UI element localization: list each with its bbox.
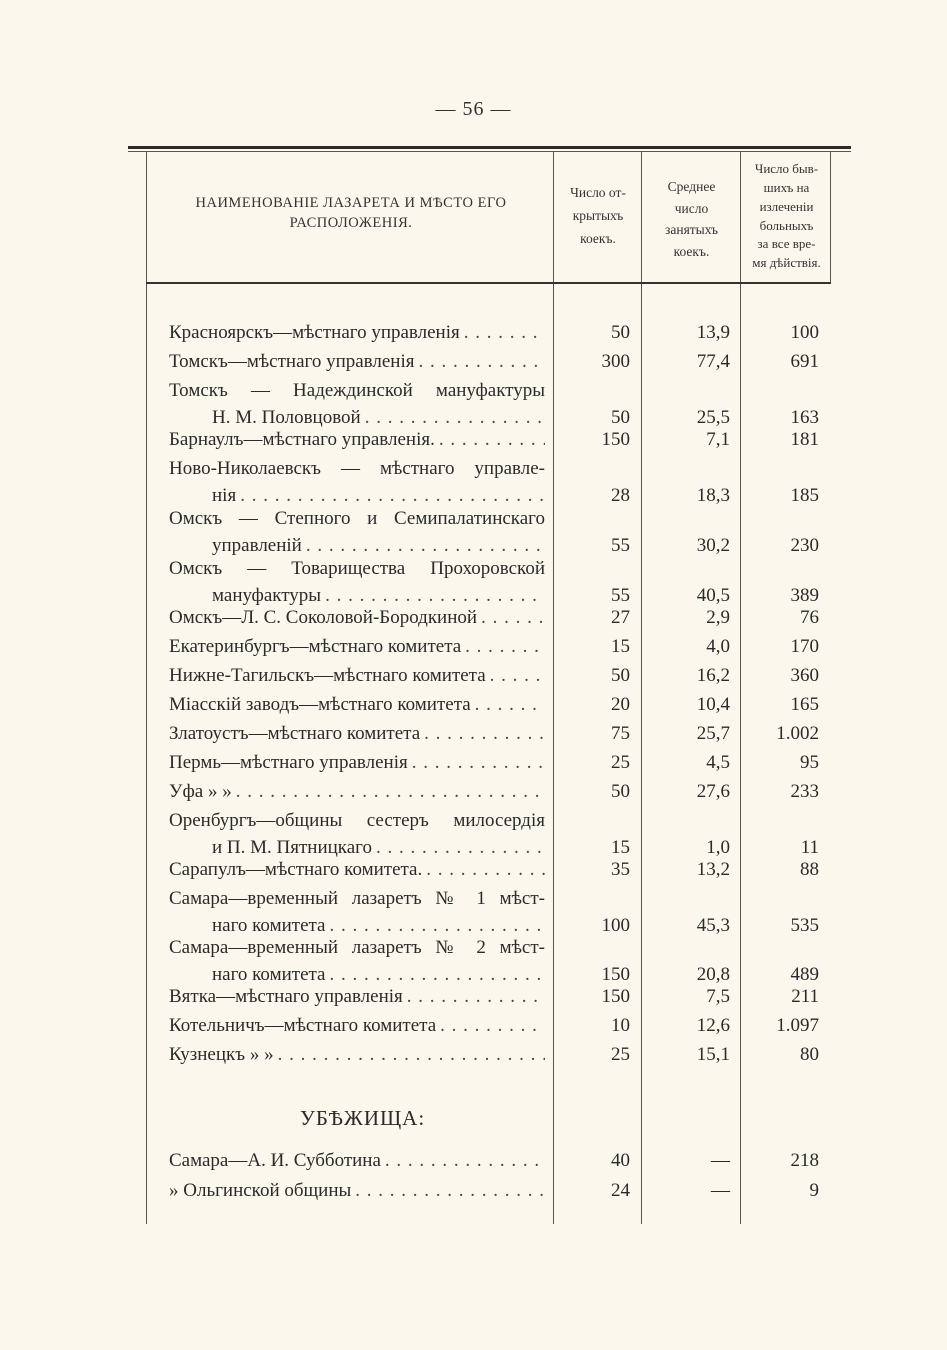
row-name-text: Пермь—мѣстнаго управленія [169,752,408,773]
row-name [169,888,545,910]
cell-avg: 40,5 [696,585,730,606]
cell-beds: 75 [611,723,630,744]
row-name-text: мануфактуры [212,585,322,606]
cell-patients: 181 [790,429,819,450]
cell-avg: 27,6 [696,781,730,802]
cell-patients: 489 [790,964,819,985]
header-name-line: РАСПОЛОЖЕНІЯ. [289,214,413,231]
row-name-text: Оренбургъ—общины сестеръ милосердія [169,810,545,831]
cell-avg: 2,9 [706,607,730,628]
header-patients [742,160,831,273]
dot-leader [329,964,545,986]
header-line: больныхъ [759,217,814,233]
dot-leader [365,407,545,429]
cell-avg: 12,6 [696,1015,730,1036]
header-line: за все вре- [757,236,816,252]
cell-beds: 150 [601,429,630,450]
cell-avg: 7,5 [706,986,730,1007]
dot-leader [412,752,545,774]
header-line: шихъ на [763,179,810,195]
cell-avg: 25,5 [696,407,730,428]
cell-avg: — [711,1180,730,1201]
row-name-text: Томскъ — Надеждинской мануфактуры [169,380,545,401]
cell-patients: 1.097 [776,1015,819,1036]
row-name [169,1044,545,1066]
cell-patients: 170 [790,636,819,657]
dot-leader [424,723,545,745]
header-name-line: НАИМЕНОВАНІЕ ЛАЗАРЕТА И МѢСТО ЕГО [195,195,507,211]
cell-patients: 95 [800,752,819,773]
row-name-text: Нижне-Тагильскъ—мѣстнаго комитета [169,665,486,686]
cell-avg: 15,1 [696,1044,730,1065]
dot-leader [464,322,545,344]
cell-avg: 45,3 [696,915,730,936]
cell-patients: 230 [790,535,819,556]
row-name-text: Самара—временный лазаретъ № 1 мѣст- [169,888,545,909]
row-name-text: Кузнецкъ » » [169,1044,274,1065]
dot-leader [329,915,545,937]
row-name [169,1180,545,1202]
dot-leader [278,1044,545,1066]
cell-avg: 4,5 [706,752,730,773]
row-name [169,558,545,580]
row-name [169,322,545,344]
row-name-text: Самара—А. И. Субботина [169,1150,381,1171]
cell-beds: 55 [611,535,630,556]
top-rule-thin [128,151,851,152]
header-rule [146,282,831,284]
row-name [169,1015,545,1037]
dot-leader [355,1180,545,1202]
cell-patients: 360 [790,665,819,686]
column-divider-left [146,152,147,1224]
cell-beds: 55 [611,585,630,606]
cell-avg: 1,0 [706,837,730,858]
header-line: коекъ. [673,243,710,259]
row-name-text: Омскъ—Л. С. Соколовой-Бородкиной [169,607,478,628]
cell-beds: 28 [611,485,630,506]
top-rule [128,146,851,149]
header-line: излеченіи [759,198,814,214]
cell-patients: 535 [790,915,819,936]
row-name [169,781,545,803]
dot-leader [465,636,545,658]
cell-avg: 7,1 [706,429,730,450]
row-name-text: Міасскій заводъ—мѣстнаго комитета [169,694,471,715]
cell-beds: 24 [611,1180,630,1201]
header-line: число [674,200,709,216]
cell-avg: 25,7 [696,723,730,744]
header-line: мя дѣйствія. [752,255,821,271]
cell-beds: 10 [611,1015,630,1036]
dot-leader [407,986,545,1008]
dot-leader [325,585,545,607]
page-number: — 56 — [435,98,512,120]
header-name [148,194,554,233]
cell-beds: 100 [601,915,630,936]
cell-beds: 50 [611,407,630,428]
header-beds-open [555,182,641,251]
cell-avg: 20,8 [696,964,730,985]
dot-leader [385,1150,545,1172]
row-name [212,535,545,557]
dot-leader [236,781,545,803]
cell-avg: 13,9 [696,322,730,343]
cell-beds: 50 [611,322,630,343]
dot-leader [439,429,545,451]
row-name-text: Ново-Николаевскъ — мѣстнаго управле- [169,458,545,479]
header-line: Среднее [667,179,716,194]
cell-avg: 30,2 [696,535,730,556]
row-name [169,636,545,658]
row-name [169,380,545,402]
dot-leader [426,859,545,881]
header-avg-occupied [643,176,740,262]
dot-leader [481,607,545,629]
row-name [169,810,545,832]
row-name-text: наго комитета [212,915,326,936]
column-divider-avg [740,152,741,1224]
header-line: Число быв- [754,161,819,176]
dot-leader [376,837,545,859]
dot-leader [475,694,545,716]
cell-avg: 16,2 [696,665,730,686]
cell-avg: 13,2 [696,859,730,880]
row-name-text: нія [212,485,237,506]
row-name [212,964,545,986]
cell-avg: 10,4 [696,694,730,715]
row-name-text: Барнаулъ—мѣстнаго управленія. [169,429,435,450]
header-line: занятыхъ [665,222,718,238]
cell-patients: 163 [790,407,819,428]
cell-patients: 76 [800,607,819,628]
section-title: УБѢЖИЩА: [300,1106,426,1130]
row-name [169,351,545,373]
row-name [169,986,545,1008]
cell-beds: 15 [611,636,630,657]
column-divider-beds [641,152,642,1224]
row-name [169,723,545,745]
dot-leader [306,535,545,557]
cell-beds: 27 [611,607,630,628]
cell-beds: 150 [601,986,630,1007]
row-name-text: управленій [212,535,302,556]
cell-patients: 218 [790,1150,819,1171]
cell-beds: 50 [611,781,630,802]
cell-beds: 25 [611,752,630,773]
cell-patients: 165 [790,694,819,715]
row-name-text: Сарапулъ—мѣстнаго комитета. [169,859,423,880]
row-name-text: Екатеринбургъ—мѣстнаго комитета [169,636,462,657]
row-name [169,458,545,480]
cell-patients: 88 [800,859,819,880]
row-name-text: Н. М. Половцовой [212,407,361,428]
row-name-text: Омскъ — Степного и Семипалатинскаго [169,508,545,529]
cell-patients: 233 [790,781,819,802]
dot-leader [240,485,545,507]
dot-leader [490,665,545,687]
row-name-text: Томскъ—мѣстнаго управленія [169,351,415,372]
row-name [169,937,545,959]
row-name [212,915,545,937]
row-name [169,607,545,629]
row-name [212,407,545,429]
cell-patients: 389 [790,585,819,606]
dot-leader [419,351,546,373]
column-divider-name [553,152,554,1224]
cell-beds: 15 [611,837,630,858]
cell-patients: 691 [790,351,819,372]
cell-patients: 11 [800,837,819,858]
cell-beds: 50 [611,665,630,686]
row-name [169,752,545,774]
cell-beds: 25 [611,1044,630,1065]
cell-patients: 100 [790,322,819,343]
row-name [169,665,545,687]
cell-avg: — [711,1150,730,1171]
header-line: коекъ. [580,230,616,246]
header-line: Число от- [570,185,626,200]
row-name-text: Котельничъ—мѣстнаго комитета [169,1015,437,1036]
row-name [169,1150,545,1172]
cell-beds: 20 [611,694,630,715]
row-name-text: Красноярскъ—мѣстнаго управленія [169,322,460,343]
header-line: крытыхъ [572,207,624,223]
row-name-text: и П. М. Пятницкаго [212,837,372,858]
cell-patients: 185 [790,485,819,506]
cell-beds: 300 [601,351,630,372]
cell-patients: 9 [809,1180,819,1201]
cell-beds: 40 [611,1150,630,1171]
row-name-text: Уфа » » [169,781,232,802]
row-name [212,485,545,507]
cell-patients: 211 [791,986,819,1007]
row-name-text: Самара—временный лазаретъ № 2 мѣст- [169,937,545,958]
cell-patients: 80 [800,1044,819,1065]
cell-beds: 150 [601,964,630,985]
cell-beds: 35 [611,859,630,880]
row-name-text: Златоустъ—мѣстнаго комитета [169,723,421,744]
row-name [169,508,545,530]
row-name-text: наго комитета [212,964,326,985]
row-name [169,429,545,451]
row-name-text: » Ольгинской общины [169,1180,352,1201]
dot-leader [440,1015,545,1037]
row-name [212,585,545,607]
row-name-text: Вятка—мѣстнаго управленія [169,986,403,1007]
row-name [212,837,545,859]
row-name [169,694,545,716]
cell-avg: 18,3 [696,485,730,506]
cell-avg: 77,4 [696,351,730,372]
cell-avg: 4,0 [706,636,730,657]
cell-patients: 1.002 [776,723,819,744]
row-name-text: Омскъ — Товарищества Прохоровской [169,558,545,579]
row-name [169,859,545,881]
